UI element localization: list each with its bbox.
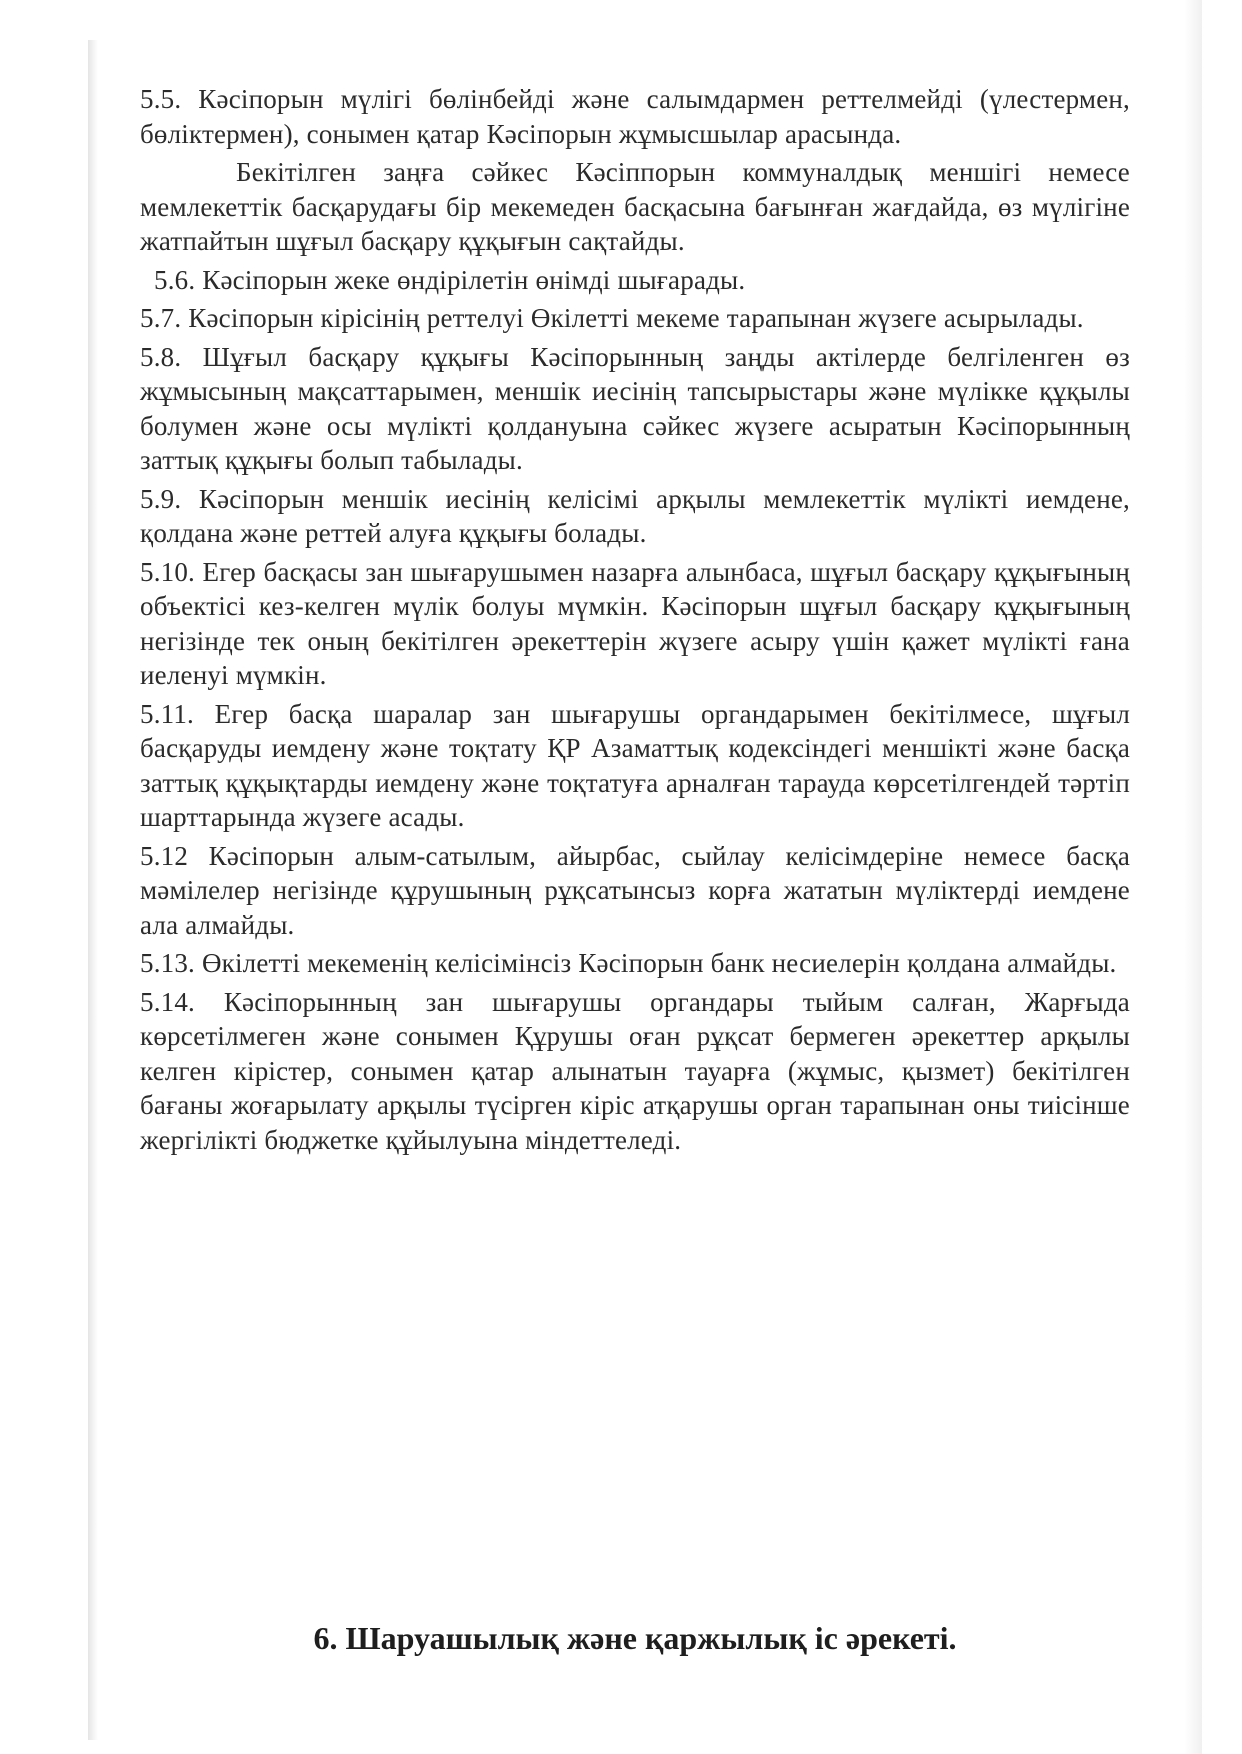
- paragraph-5-9: 5.9. Кәсіпорын меншік иесінің келісімі арқылы мемлекеттік мүлікті иемдене, қолдана және реттей алуға құқығы болады.: [140, 483, 1130, 548]
- paragraph-5-5-continued: Бекітілген заңға сәйкес Кәсіппорын коммуналдық меншігі немесе мемлекеттік басқарудағы бір мекемеден басқасына бағынған жағдайда, өз мүлігіне жатпайтын шұғыл басқару құқығын сақтайды.: [140, 157, 1130, 256]
- paragraph-5-12: 5.12 Кәсіпорын алым-сатылым, айырбас, сыйлау келісімдеріне немесе басқа мәмілелер негізінде құрушының рұқсатынсыз корға жататын мүліктерді иемдене ала алмайды.: [140, 840, 1130, 940]
- paragraph-5-8: 5.8. Шұғыл басқару құқығы Кәсіпорынның заңды актілерде белгіленген өз жұмысының мақсаттарымен, меншік иесінің тапсырыстары және мүлікке құқылы болумен және осы мүлікті қолдануына сәйкес жүзеге асыратын Кәсіпорынның заттық құқығы болып табылады.: [140, 341, 1130, 475]
- paragraph-5-14: 5.14. Кәсіпорынның зан шығарушы органдары тыйым салған, Жарғыда көрсетілмеген және сонымен Құрушы оған рұқсат бермеген әрекеттер арқылы келген кірістер, сонымен қатар алынатын тауарға (жұмыс, қызмет) бекітілген бағаны жоғарылату арқылы түсірген кіріс атқарушы орган тарапынан оны тиісінше жергілікті бюджетке құйылуына міндеттеледі.: [140, 986, 1130, 1155]
- paragraph-5-10: 5.10. Егер басқасы зан шығарушымен назарға алынбаса, шұғыл басқару құқығының объектісі кез-келген мүлік болуы мүмкін. Кәсіпорын шұғыл басқару құқығының негізінде тек оның бекітілген әрекеттерін жүзеге асыру үшін қажет мүлікті ғана иеленуі мүмкін.: [140, 556, 1130, 690]
- paragraph-5-13: 5.13. Өкілетті мекеменің келісімінсіз Кәсіпорын банк несиелерін қолдана алмайды.: [140, 948, 1117, 978]
- paragraph-5-7: 5.7. Кәсіпорын кірісінің реттелуі Өкілетті мекеме тарапынан жүзеге асырылады.: [140, 303, 1084, 333]
- paragraph-5-11: 5.11. Егер басқа шаралар зан шығарушы органдарымен бекітілмесе, шұғыл басқаруды иемдену және тоқтату ҚР Азаматтық кодексіндегі меншікті және басқа заттық құқықтарды иемдену және тоқтатуға арналған тарауда көрсетілгендей тәртіп шарттарында жүзеге асады.: [140, 698, 1130, 832]
- paragraph-5-6: 5.6. Кәсіпорын жеке өндірілетін өнімді шығарады.: [154, 264, 746, 295]
- scan-edge-shadow-right: [1184, 0, 1202, 1754]
- document-body: [140, 82, 1130, 1161]
- section-heading: 6. Шаруашылық және қаржылық іс әрекеті.: [313, 1620, 957, 1656]
- scan-edge-shadow: [88, 40, 98, 1740]
- paragraph-5-5: 5.5. Кәсіпорын мүлігі бөлінбейді және салымдармен реттелмейді (үлестермен, бөліктермен), сонымен қатар Кәсіпорын жұмысшылар арасында.: [140, 84, 1130, 149]
